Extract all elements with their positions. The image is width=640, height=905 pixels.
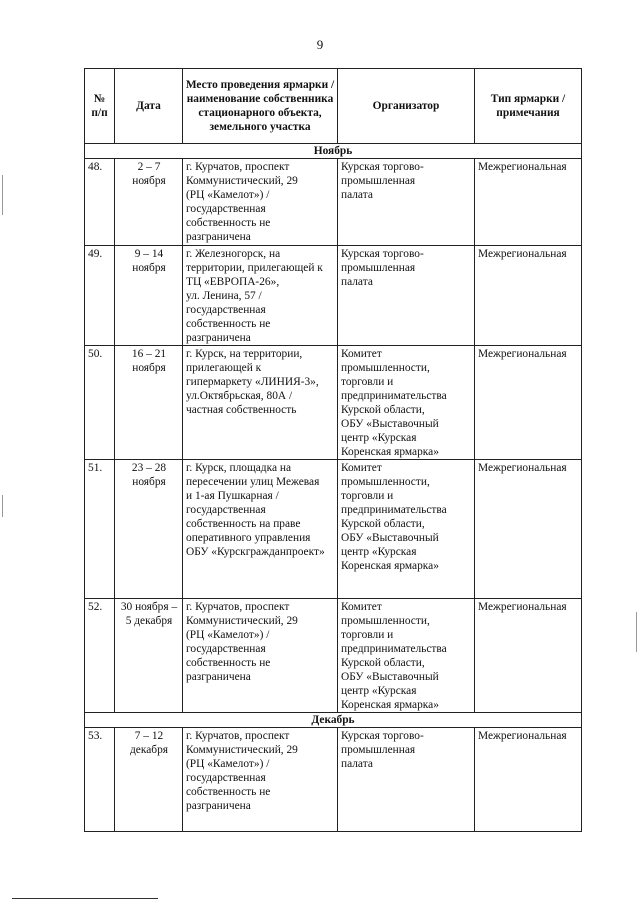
- row-date: 23 – 28 ноября: [115, 460, 183, 599]
- header-type: Тип ярмарки / примечания: [475, 69, 582, 144]
- section-row-november: [85, 144, 582, 159]
- table-row: [85, 460, 582, 599]
- row-organizer: Комитет промышленности, торговли и предпринимательства Курской области, ОБУ «Выставочный центр «Курская Коренская ярмарка»: [338, 599, 475, 713]
- row-place: г. Курчатов, проспект Коммунистический, 29 (РЦ «Камелот») / государственная собственность не разграничена: [183, 159, 338, 246]
- fair-schedule-table: [84, 68, 582, 832]
- header-number: № п/п: [85, 69, 115, 144]
- row-type: Межрегиональная: [475, 246, 582, 346]
- row-number: 49.: [85, 246, 115, 346]
- section-row-december: [85, 713, 582, 728]
- left-margin-mark: [2, 495, 3, 517]
- row-organizer: Курская торгово- промышленная палата: [338, 159, 475, 246]
- row-type: Межрегиональная: [475, 599, 582, 713]
- section-title: Ноябрь: [85, 144, 582, 159]
- table-row: [85, 599, 582, 713]
- row-date: 16 – 21 ноября: [115, 346, 183, 460]
- table-row: [85, 346, 582, 460]
- row-number: 52.: [85, 599, 115, 713]
- right-margin-mark: [636, 612, 637, 652]
- row-place: г. Курчатов, проспект Коммунистический, 29 (РЦ «Камелот») / государственная собственность не разграничена: [183, 728, 338, 832]
- header-organizer: Организатор: [338, 69, 475, 144]
- section-title: Декабрь: [85, 713, 582, 728]
- row-organizer: Курская торгово- промышленная палата: [338, 246, 475, 346]
- row-date: 30 ноября – 5 декабря: [115, 599, 183, 713]
- row-number: 53.: [85, 728, 115, 832]
- left-margin-mark: [2, 175, 3, 215]
- row-organizer: Курская торгово- промышленная палата: [338, 728, 475, 832]
- row-place: г. Курск, площадка на пересечении улиц Межевая и 1-ая Пушкарная / государственная собственность на праве оперативного управления ОБУ «Курскгражданпроект»: [183, 460, 338, 599]
- page-number: 9: [316, 37, 324, 52]
- row-number: 50.: [85, 346, 115, 460]
- table-header-row: [85, 69, 582, 144]
- row-place: г. Курчатов, проспект Коммунистический, 29 (РЦ «Камелот») / государственная собственность не разграничена: [183, 599, 338, 713]
- table-row: [85, 159, 582, 246]
- row-type: Межрегиональная: [475, 728, 582, 832]
- row-place: г. Железногорск, на территории, прилегающей к ТЦ «ЕВРОПА-26», ул. Ленина, 57 / государственная собственность не разграничена: [183, 246, 338, 346]
- row-organizer: Комитет промышленности, торговли и предпринимательства Курской области, ОБУ «Выставочный центр «Курская Коренская ярмарка»: [338, 346, 475, 460]
- header-place: Место проведения ярмарки / наименование собственника стационарного объекта, земельного участка: [183, 69, 338, 144]
- row-number: 48.: [85, 159, 115, 246]
- row-date: 7 – 12 декабря: [115, 728, 183, 832]
- table-row: [85, 728, 582, 832]
- table-row: [85, 246, 582, 346]
- footnote-rule: [12, 898, 158, 899]
- row-organizer: Комитет промышленности, торговли и предпринимательства Курской области, ОБУ «Выставочный центр «Курская Коренская ярмарка»: [338, 460, 475, 599]
- row-type: Межрегиональная: [475, 346, 582, 460]
- row-type: Межрегиональная: [475, 159, 582, 246]
- row-type: Межрегиональная: [475, 460, 582, 599]
- header-date: Дата: [115, 69, 183, 144]
- row-date: 2 – 7 ноября: [115, 159, 183, 246]
- row-date: 9 – 14 ноября: [115, 246, 183, 346]
- row-place: г. Курск, на территории, прилегающей к гипермаркету «ЛИНИЯ-3», ул.Октябрьская, 80А / частная собственность: [183, 346, 338, 460]
- row-number: 51.: [85, 460, 115, 599]
